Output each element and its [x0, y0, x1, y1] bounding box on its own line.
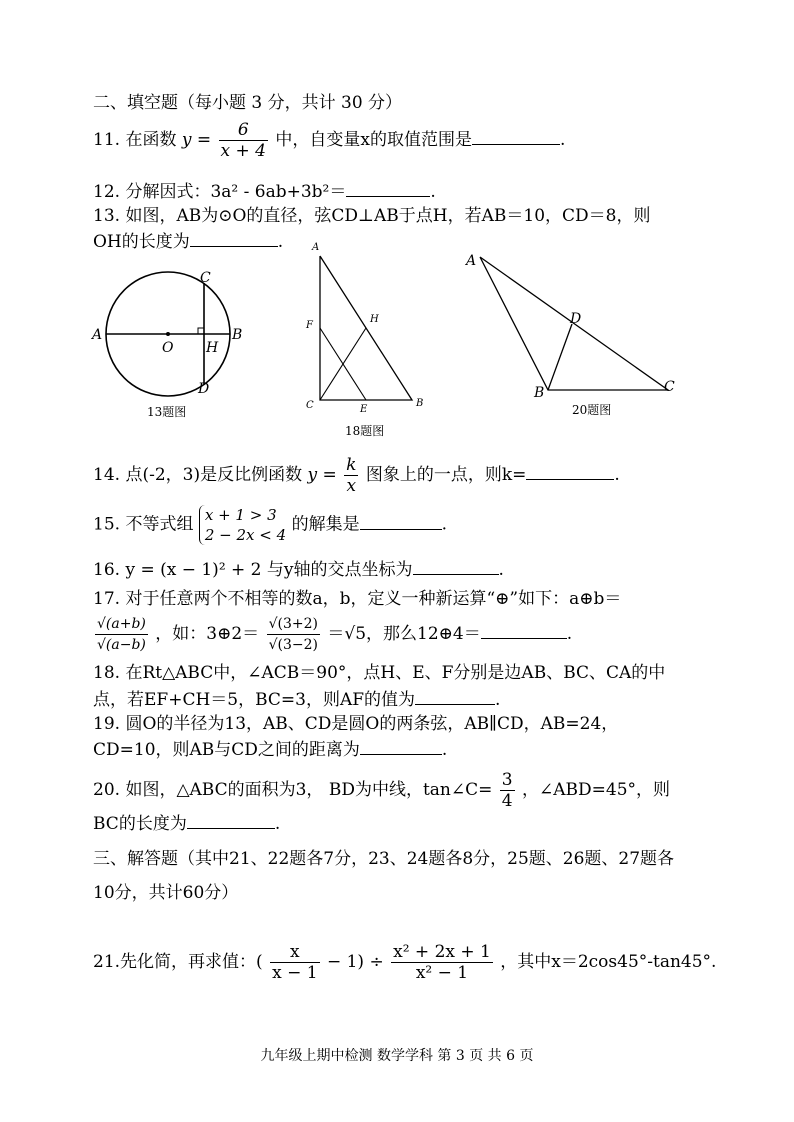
- question-18-line2: 点，若EF+CH＝5，BC=3，则AF的值为 .: [93, 690, 501, 710]
- answer-blank-13[interactable]: [190, 230, 278, 247]
- section-3-line1: 三、解答题（其中21、22题各7分，23、24题各8分，25题、26题、27题各: [93, 849, 675, 869]
- page-footer: 九年级上期中检测 数学学科 第 3 页 共 6 页: [260, 1048, 534, 1064]
- q18-line2-text: 点，若EF+CH＝5，BC=3，则AF的值为: [93, 690, 416, 710]
- question-19-line1: 19. 圆O的半径为13，AB、CD是圆O的两条弦，AB∥CD，AB=24，: [93, 714, 619, 734]
- answer-blank-16[interactable]: [413, 558, 499, 575]
- question-18-line1: 18. 在Rt△ABC中，∠ACB＝90°，点H、E、F分别是边AB、BC、CA的中: [93, 663, 666, 683]
- fig18-A: A: [312, 242, 320, 253]
- q19-line2-text: CD=10，则AB与CD之间的距离为: [93, 740, 360, 760]
- question-20-line1: [93, 770, 670, 811]
- fig13-D: D: [198, 381, 210, 397]
- q15-system: x + 1 > 3 2 − 2x < 4: [199, 505, 286, 545]
- question-13-line1: 13. 如图，AB为⊙O的直径，弦CD⊥AB于点H，若AB＝10，CD＝8，则: [93, 206, 651, 226]
- section-2-title: 二、填空题（每小题 3 分，共计 30 分）: [93, 93, 403, 113]
- q21-post: ，其中x＝2cos45°-tan45°.: [500, 952, 717, 972]
- q11-pre: 11. 在函数: [93, 130, 182, 150]
- answer-blank-15[interactable]: [360, 513, 442, 530]
- q14-pre: 14. 点(-2，3)是反比例函数: [93, 465, 308, 485]
- fig13-B: B: [232, 327, 243, 343]
- q21-fraction-1: $\frac{x}{x - 1}$: [272, 942, 318, 983]
- question-21: [93, 942, 716, 983]
- figure-18: [300, 240, 435, 415]
- answer-blank-12[interactable]: [346, 180, 430, 197]
- q11-post: 中，自变量x的取值范围是: [275, 130, 472, 150]
- fig18-C: C: [306, 400, 314, 411]
- answer-blank-18[interactable]: [415, 688, 495, 705]
- question-11: 11. 在函数 y = $\frac{6}{x + 4}$ 中，自变量x的取值范围是 .: [93, 120, 566, 161]
- fig13-C: C: [200, 270, 211, 286]
- fig20-B: B: [534, 385, 545, 401]
- q13-line2-text: OH的长度为: [93, 232, 190, 252]
- figure-20: [460, 245, 690, 405]
- q20-line2-text: BC的长度为: [93, 814, 187, 834]
- question-17-line1: 17. 对于任意两个不相等的数a，b，定义一种新运算“⊕”如下：a⊕b＝: [93, 589, 622, 609]
- answer-blank-14[interactable]: [526, 463, 614, 480]
- q21-fraction-2: $\frac{\text{x² + 2x + 1}}{\text{x² − 1}}$: [393, 942, 491, 983]
- q11-fraction: $\frac{6}{x + 4}$: [220, 120, 266, 161]
- answer-blank-19[interactable]: [360, 738, 442, 755]
- fig20-caption: 20题图: [572, 403, 612, 417]
- question-20-line2: BC的长度为 .: [93, 814, 281, 834]
- q17-fraction-1: $\frac{√(a+b)}{√(a-b)}$: [97, 616, 146, 653]
- q12-text: 12. 分解因式：3a² - 6ab+3b²＝: [93, 182, 347, 202]
- q17-post: ＝√5，那么12⊕4＝: [327, 624, 481, 644]
- fig13-A: A: [92, 327, 103, 343]
- q20-post: ，∠ABD=45°，则: [522, 780, 671, 800]
- q17-fraction-2: $\frac{√(3+2)}{√(3-2)}$: [268, 616, 318, 653]
- q14-y: y =: [307, 465, 337, 485]
- fig20-D: D: [570, 311, 582, 327]
- answer-blank-20[interactable]: [187, 812, 275, 829]
- question-15: 15. 不等式组 x + 1 > 3 2 − 2x < 4 的解集是 .: [93, 506, 447, 544]
- q15-pre: 15. 不等式组: [93, 514, 194, 535]
- fig18-caption: 18题图: [345, 424, 385, 438]
- fig18-B: B: [416, 398, 424, 409]
- q20-pre: 20. 如图，△ABC的面积为3， BD为中线，tan∠C=: [93, 780, 493, 800]
- fig13-H: H: [206, 340, 219, 356]
- question-14: 14. 点(-2，3)是反比例函数 y = $\frac{k}{x}$ 图象上的一点，则k= .: [93, 455, 620, 496]
- q11-y: y =: [181, 130, 212, 150]
- fig20-A: A: [466, 253, 477, 269]
- answer-blank-11[interactable]: [472, 128, 560, 145]
- question-19-line2: CD=10，则AB与CD之间的距离为 .: [93, 740, 448, 760]
- answer-blank-17[interactable]: [481, 622, 567, 639]
- fig18-F: F: [306, 320, 313, 331]
- q21-mid: − 1) ÷: [326, 952, 390, 972]
- q14-fraction: $\frac{k}{x}$: [346, 455, 357, 496]
- figure-13: [90, 262, 250, 402]
- fig18-H: H: [370, 314, 379, 325]
- q16-text: 16. y = (x − 1)² + 2 与y轴的交点坐标为: [93, 560, 413, 580]
- fig13-caption: 13题图: [147, 405, 187, 419]
- question-13-line2: OH的长度为 .: [93, 232, 284, 252]
- q14-post: 图象上的一点，则k=: [365, 465, 527, 485]
- q21-pre: 21.先化简，再求值：(: [93, 952, 263, 972]
- fig20-C: C: [664, 379, 675, 395]
- q20-fraction: $\frac{3}{4}$: [501, 770, 513, 811]
- question-16: 16. y = (x − 1)² + 2 与y轴的交点坐标为 .: [93, 560, 504, 580]
- q17-mid: ，如：3⊕2＝: [155, 624, 260, 644]
- section-3-line2: 10分，共计60分）: [93, 883, 239, 903]
- fig13-O: O: [162, 340, 174, 356]
- question-17-line2: $\frac{√(a+b)}{√(a-b)}$ ，如：3⊕2＝ $\frac{√(3+2)}{√(3-2)}$ ＝√5，那么12⊕4＝ .: [97, 616, 573, 653]
- q15-post: 的解集是: [291, 514, 360, 535]
- question-12: 12. 分解因式：3a² - 6ab+3b²＝ .: [93, 182, 436, 202]
- fig18-E: E: [360, 404, 368, 415]
